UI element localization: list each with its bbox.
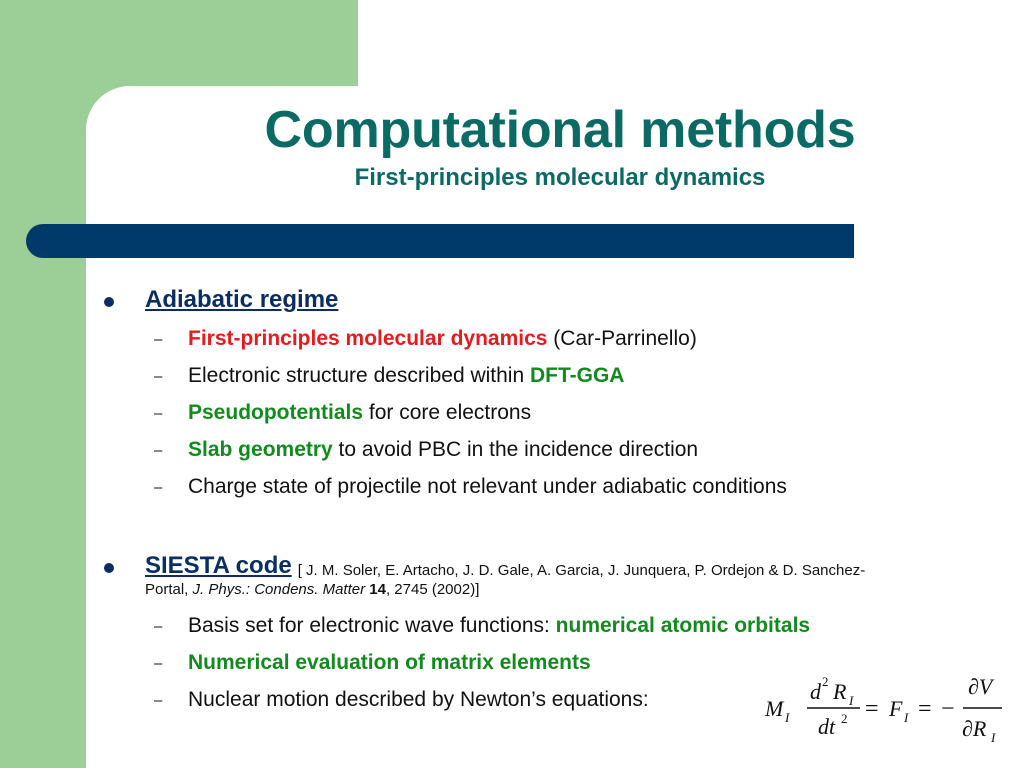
dash-icon: – <box>154 655 163 672</box>
eq-F-subscript: I <box>904 710 909 725</box>
eq-d-numerator: d <box>810 679 821 704</box>
siesta-reference-journal: J. Phys.: Condens. Matter <box>192 581 366 599</box>
eq-equals-2: = <box>918 696 932 722</box>
eq-d-power: 2 <box>822 674 829 689</box>
adiabatic-item-2-highlight: DFT-GGA <box>529 364 625 387</box>
adiabatic-item-3-rest: for core electrons <box>363 401 532 424</box>
eq-dt-power: 2 <box>841 711 848 726</box>
dash-icon: – <box>154 368 163 385</box>
adiabatic-item-1-highlight: First-principles molecular dynamics <box>188 327 548 350</box>
siesta-reference-line-1: [ J. M. Soler, E. Artacho, J. D. Gale, A. Garcia, J. Junquera, P. Ordejon & D. Sanchez- <box>297 562 866 580</box>
adiabatic-item-1-text <box>188 326 697 351</box>
eq-equals-1: = <box>865 696 879 722</box>
newton-equation <box>765 672 1010 756</box>
slide-subtitle: First-principles molecular dynamics <box>354 163 766 191</box>
siesta-item-2 <box>154 650 591 677</box>
slide-title: Computational methods <box>264 101 856 159</box>
siesta-first-line <box>145 553 865 579</box>
siesta-heading: SIESTA code <box>145 552 292 579</box>
adiabatic-item-2-text <box>188 363 624 388</box>
newton-equation-svg <box>765 672 1010 756</box>
dash-icon: – <box>154 479 163 496</box>
eq-partial-V: ∂V <box>968 674 993 699</box>
siesta-item-1-text <box>188 613 810 638</box>
siesta-reference-line-2 <box>145 581 865 598</box>
adiabatic-item-4-text <box>188 437 698 462</box>
siesta-reference-suffix: , 2745 (2002)] <box>385 581 480 599</box>
adiabatic-item-4-rest: to avoid PBC in the incidence direction <box>332 438 699 461</box>
eq-partial-R: ∂R <box>962 716 987 741</box>
eq-R-subscript: I <box>849 693 854 708</box>
adiabatic-item-2-before: Electronic structure described within <box>188 364 530 387</box>
eq-M: M <box>765 696 784 721</box>
siesta-item-1-highlight: numerical atomic orbitals <box>555 614 811 637</box>
siesta-reference-volume: 14 <box>369 581 386 599</box>
adiabatic-item-3-highlight: Pseudopotentials <box>188 401 364 424</box>
dash-icon: – <box>154 331 163 348</box>
eq-dt-denominator: dt <box>818 714 836 739</box>
adiabatic-item-5 <box>154 474 787 501</box>
siesta-item-2-highlight: Numerical evaluation of matrix elements <box>188 651 591 674</box>
siesta-bullet-row <box>104 553 984 599</box>
dash-icon: – <box>154 442 163 459</box>
adiabatic-item-4 <box>154 437 698 464</box>
eq-R-numerator: R <box>833 679 847 704</box>
bullet-icon <box>104 297 114 307</box>
siesta-item-3-text: Nuclear motion described by Newton’s equations: <box>188 688 649 711</box>
adiabatic-item-1 <box>154 326 697 353</box>
adiabatic-item-3 <box>154 400 531 427</box>
dash-icon: – <box>154 618 163 635</box>
eq-M-subscript: I <box>785 710 790 725</box>
adiabatic-item-4-highlight: Slab geometry <box>188 438 333 461</box>
siesta-reference-prefix: Portal, <box>145 581 193 599</box>
adiabatic-heading: Adiabatic regime <box>145 286 339 313</box>
siesta-item-1 <box>154 613 810 640</box>
adiabatic-item-1-rest: (Car-Parrinello) <box>547 327 697 350</box>
eq-partial-R-subscript: I <box>991 730 996 745</box>
siesta-heading-block <box>145 553 865 599</box>
adiabatic-item-3-text <box>188 400 531 425</box>
adiabatic-item-2 <box>154 363 624 390</box>
siesta-item-3 <box>154 687 649 714</box>
eq-F: F <box>889 696 903 721</box>
dash-icon: – <box>154 692 163 709</box>
eq-minus: − <box>941 696 955 722</box>
adiabatic-item-5-text: Charge state of projectile not relevant under adiabatic conditions <box>188 475 787 498</box>
siesta-item-1-before: Basis set for electronic wave functions: <box>188 614 556 637</box>
bullet-icon <box>104 563 114 573</box>
adiabatic-bullet-row <box>104 287 338 313</box>
dash-icon: – <box>154 405 163 422</box>
